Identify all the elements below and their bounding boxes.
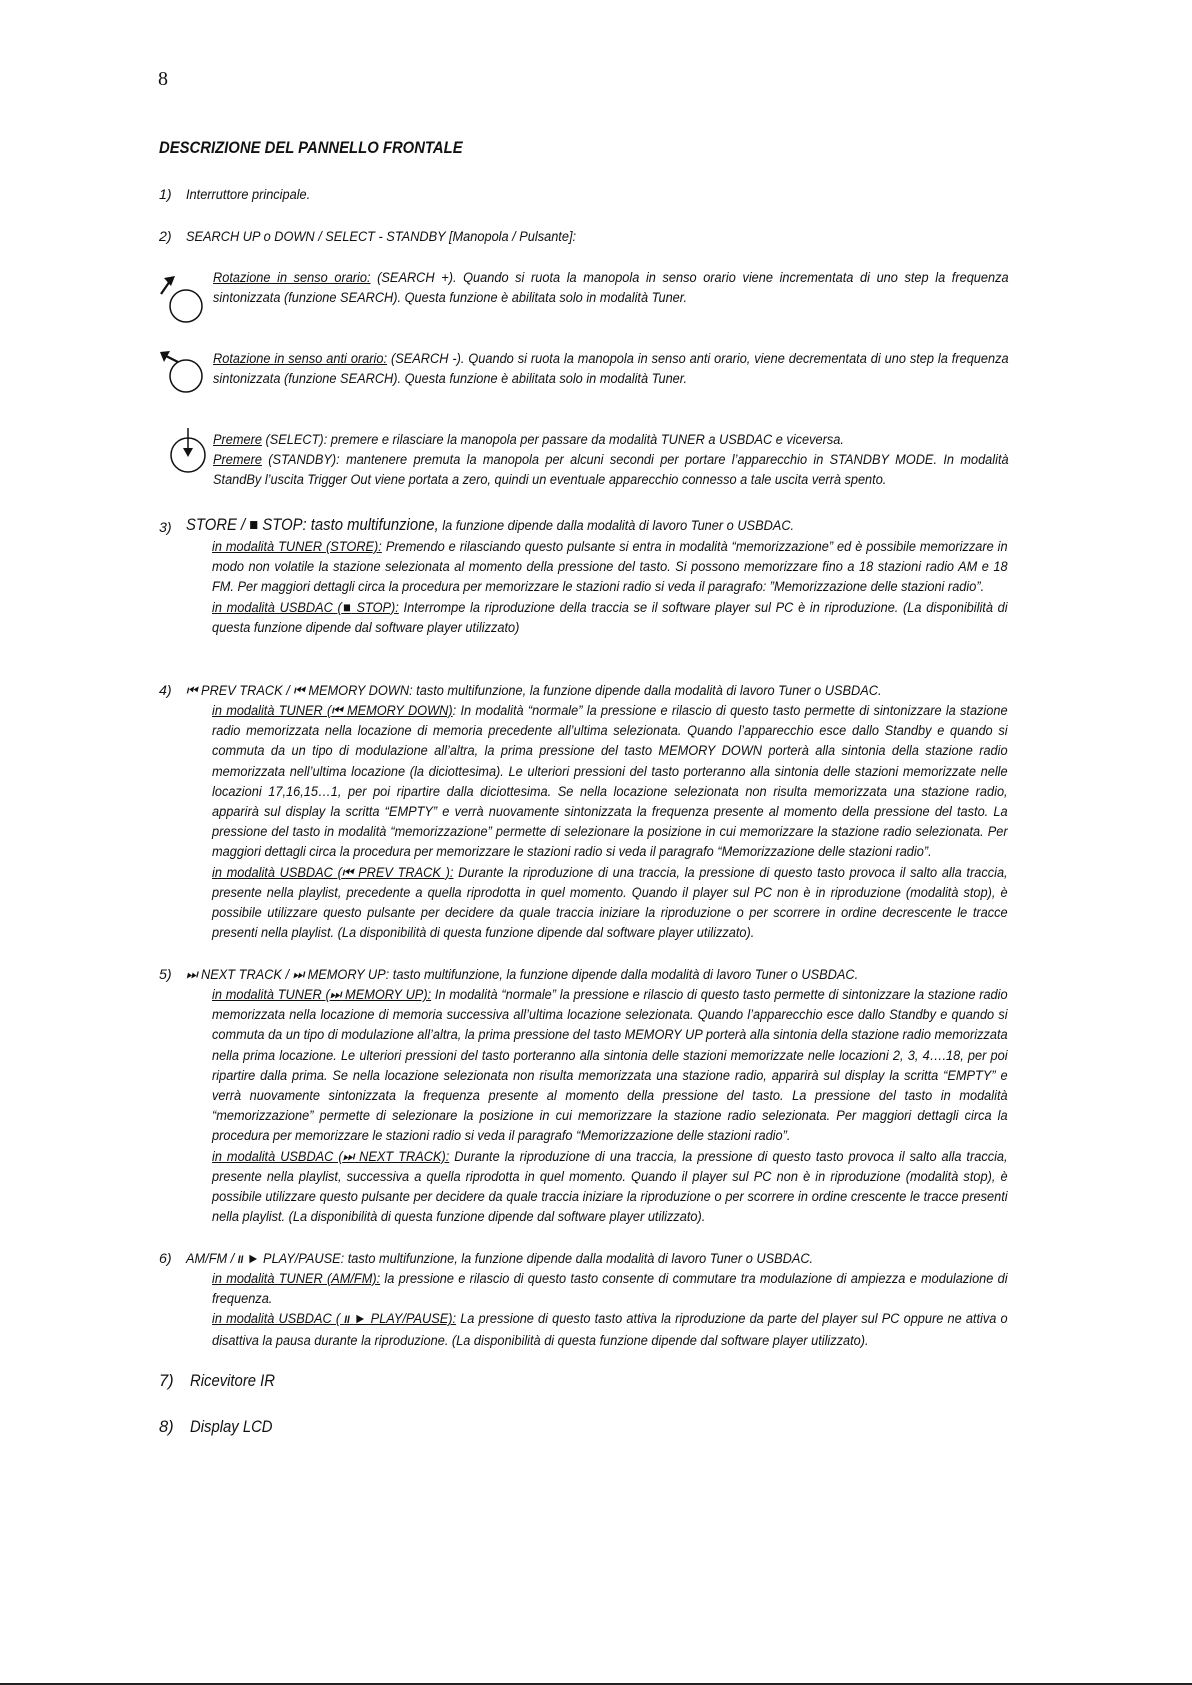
item-7-number: 7) <box>159 1372 174 1390</box>
item-6-detail: in modalità TUNER (AM/FM): la pressione e rilascio di questo tasto consente di commutare tra modulazione di ampiezza e modulazione di frequenza. in modalità USBDAC ( II ► PLAY/PAUSE): La pressione di questo tasto attiva la riproduzione da parte del player sul PC oppure ne attiva o disattiva la pausa durante la riproduzione. (La disponibilità di questa funzione dipende dal software player utilizzato). <box>212 1271 1008 1349</box>
item-8-number: 8) <box>159 1418 174 1436</box>
select-press-text: (SELECT): premere e rilasciare la manopola per passare da modalità TUNER a USBDAC e viceversa. <box>261 432 844 448</box>
counterclockwise-text: (SEARCH -). Quando si ruota la manopola in senso anti orario, viene decrementata di uno step la frequenza sintonizzata (funzione SEARCH). Questa funzione è abilitata solo in modalità Tuner. <box>213 351 1009 388</box>
select-press-label: Premere <box>213 432 262 448</box>
item-2-number: 2) <box>159 229 172 245</box>
item-5-heading: ⏭ NEXT TRACK / ⏭ MEMORY UP: tasto multifunzione, la funzione dipende dalla modalità di lavoro Tuner o USBDAC. <box>186 967 859 983</box>
clockwise-label: Rotazione in senso orario: <box>213 270 371 286</box>
rotate-counterclockwise-icon <box>158 350 208 400</box>
rotate-clockwise-icon <box>158 272 208 324</box>
memory-up-tuner-label: in modalità TUNER (⏭ MEMORY UP): <box>212 987 432 1003</box>
prev-track-icon: ⏮ <box>341 864 354 881</box>
next-track-usbdac-label: in modalità USBDAC (⏭ NEXT TRACK): <box>212 1148 450 1165</box>
pause-icon: II <box>237 1254 244 1266</box>
item-2-text: SEARCH UP o DOWN / SELECT - STANDBY [Manopola / Pulsante]: <box>186 229 577 245</box>
item-3-heading: STORE / ■ STOP: tasto multifunzione, la funzione dipende dalla modalità di lavoro Tuner o USBDAC. <box>186 516 795 534</box>
item-3-detail: in modalità TUNER (STORE): Premendo e rilasciando questo pulsante si entra in modalità “memorizzazione” ed è possibile memorizzare in modo non volatile la stazione selezionata al momento della pressione del tasto. Si possono memorizzare fino a 18 stazioni radio AM e 18 FM. Per maggiori dettagli circa la procedura per memorizzare le stazioni radio si veda il paragrafo: ”Memorizzazione delle stazioni radio”. in modalità USBDAC (■ STOP): Interrompe la riproduzione della traccia se il software player sul PC è in riproduzione. (La disponibilità di questa funzione dipende dal software player utilizzato) <box>212 539 1008 636</box>
page-title: DESCRIZIONE DEL PANNELLO FRONTALE <box>159 139 463 157</box>
item-4-heading: ⏮ PREV TRACK / ⏮ MEMORY DOWN: tasto multifunzione, la funzione dipende dalla modalità di lavoro Tuner o USBDAC. <box>186 683 882 699</box>
prev-track-usbdac-label: in modalità USBDAC (⏮ PREV TRACK ): <box>212 864 454 881</box>
next-track-icon: ⏭ <box>329 987 342 1003</box>
item-2-clockwise-block <box>213 268 1083 308</box>
standby-press-label: Premere <box>213 452 262 469</box>
item-1-text: Interruttore principale. <box>186 187 311 203</box>
clockwise-text: (SEARCH +). Quando si ruota la manopola in senso orario viene incrementata di uno step la frequenza sintonizzata (funzione SEARCH). Questa funzione è abilitata solo in modalità Tuner. <box>213 270 1009 307</box>
next-track-icon: ⏭ <box>186 967 198 983</box>
press-knob-icon <box>168 426 208 474</box>
page-number: 8 <box>158 68 168 90</box>
stop-icon: ■ <box>249 516 259 534</box>
counterclockwise-label: Rotazione in senso anti orario: <box>213 351 388 367</box>
memory-down-tuner-label: in modalità TUNER (⏮ MEMORY DOWN) <box>212 703 453 719</box>
item-5-detail: in modalità TUNER (⏭ MEMORY UP): In modalità “normale” la pressione e rilascio di questo tasto permette di sintonizzare la stazione radio memorizzata nella locazione di memoria successiva all’ultima locazione selezionata. Quando l’apparecchio esce dallo Standby e quando si commuta da un tipo di modulazione all’altra, la prima pressione del tasto MEMORY UP porterà alla sintonia della stazione radio memorizzata nella prima locazione. Le ulteriori pressioni del tasto porteranno alla sintonia delle stazioni memorizzate nelle locazioni 2, 3, 4….18, per poi ripartire dalla prima. Se nella locazione selezionata non risulta memorizzata una stazione radio, apparirà sul display la scritta “EMPTY” e verrà nuovamente sintonizzata la frequenza presente al momento della pressione del tasto. La pressione del tasto in modalità “memorizzazione” permette di selezionare la posizione in cui memorizzare la stazione radio selezionata. Per maggiori dettagli circa la procedura per memorizzare le stazioni radio si veda il paragrafo “Memorizzazione delle stazioni radio”. in modalità USBDAC (⏭ NEXT TRACK): Durante la riproduzione di una traccia, la pressione di questo tasto provoca il salto alla traccia, presente nella playlist, successiva a quella riprodotta in quel momento. Quando il player sul PC non è in riproduzione (modalità stop), è possibile utilizzare questo pulsante per decidere da quale traccia iniziare la riproduzione o per scorrere in ordine crescente le tracce presenti nella playlist. (La disponibilità di questa funzione dipende dal software player utilizzato). <box>212 987 1008 1226</box>
standby-press-text: (STANDBY): mantenere premuta la manopola per alcuni secondi per portare l’apparecchio in STANDBY MODE. In modalità StandBy l’uscita Trigger Out viene portata a zero, quindi un eventuale apparecchio connesso a tale uscita verrà spento. <box>213 452 1009 489</box>
play-icon: ► <box>246 1251 260 1267</box>
stop-icon: ■ <box>341 599 352 616</box>
next-track-icon: ⏭ <box>342 1148 355 1165</box>
item-1-number: 1) <box>159 187 172 203</box>
item-6-heading: AM/FM / II ► PLAY/PAUSE: tasto multifunzione, la funzione dipende dalla modalità di lavoro Tuner o USBDAC. <box>186 1251 814 1267</box>
next-track-icon: ⏭ <box>292 967 305 983</box>
item-5-number: 5) <box>159 967 172 983</box>
play-icon: ► <box>353 1311 367 1328</box>
item-4-number: 4) <box>159 683 172 699</box>
am-fm-tuner-label: in modalità TUNER (AM/FM): <box>212 1271 381 1287</box>
play-pause-usbdac-label: in modalità USBDAC ( II ► PLAY/PAUSE): <box>212 1311 457 1328</box>
item-8-text: Display LCD <box>190 1418 273 1436</box>
item-7-text: Ricevitore IR <box>190 1372 276 1390</box>
prev-track-icon: ⏮ <box>331 703 343 719</box>
item-2-counterclockwise-block <box>213 349 1083 389</box>
item-6-number: 6) <box>159 1251 172 1267</box>
stop-usbdac-label: in modalità USBDAC (■ STOP): <box>212 599 399 616</box>
item-2-press-block <box>213 430 1083 491</box>
item-4-detail: in modalità TUNER (⏮ MEMORY DOWN): In modalità “normale” la pressione e rilascio di questo tasto permette di sintonizzare la stazione radio memorizzata nella locazione di memoria precedente all’ultima selezionata. Quando l’apparecchio esce dallo Standby e quando si commuta da un tipo di modulazione all’altra, la prima pressione del tasto MEMORY DOWN porterà alla sintonia della stazione radio memorizzata nell’ultima locazione (la diciottesima). Le ulteriori pressioni del tasto porteranno alla sintonia delle stazioni memorizzate nelle locazioni 17,16,15…1, per poi ripartire dalla diciottesima. Se nella locazione selezionata non risulta memorizzata una stazione radio, apparirà sul display la scritta “EMPTY” e verrà nuovamente sintonizzata la frequenza presente al momento della pressione del tasto. La pressione del tasto in modalità “memorizzazione” permette di selezionare la posizione in cui memorizzare la stazione radio selezionata. Per maggiori dettagli circa la procedura per memorizzare le stazioni radio si veda il paragrafo “Memorizzazione delle stazioni radio”. in modalità USBDAC (⏮ PREV TRACK ): Durante la riproduzione di una traccia, la pressione di questo tasto provoca il salto alla traccia, presente nella playlist, precedente a quella riprodotta in quel momento. Quando il player sul PC non è in riproduzione (modalità stop), è possibile utilizzare questo pulsante per decidere da quale traccia iniziare la riproduzione o per scorrere in ordine decrescente le tracce presenti nella playlist. (La disponibilità di questa funzione dipende dal software player utilizzato). <box>212 703 1008 942</box>
item-3-number: 3) <box>159 520 172 536</box>
prev-track-icon: ⏮ <box>186 683 198 699</box>
prev-track-icon: ⏮ <box>293 683 305 699</box>
store-tuner-label: in modalità TUNER (STORE): <box>212 539 382 555</box>
pause-icon: II <box>344 1314 350 1327</box>
